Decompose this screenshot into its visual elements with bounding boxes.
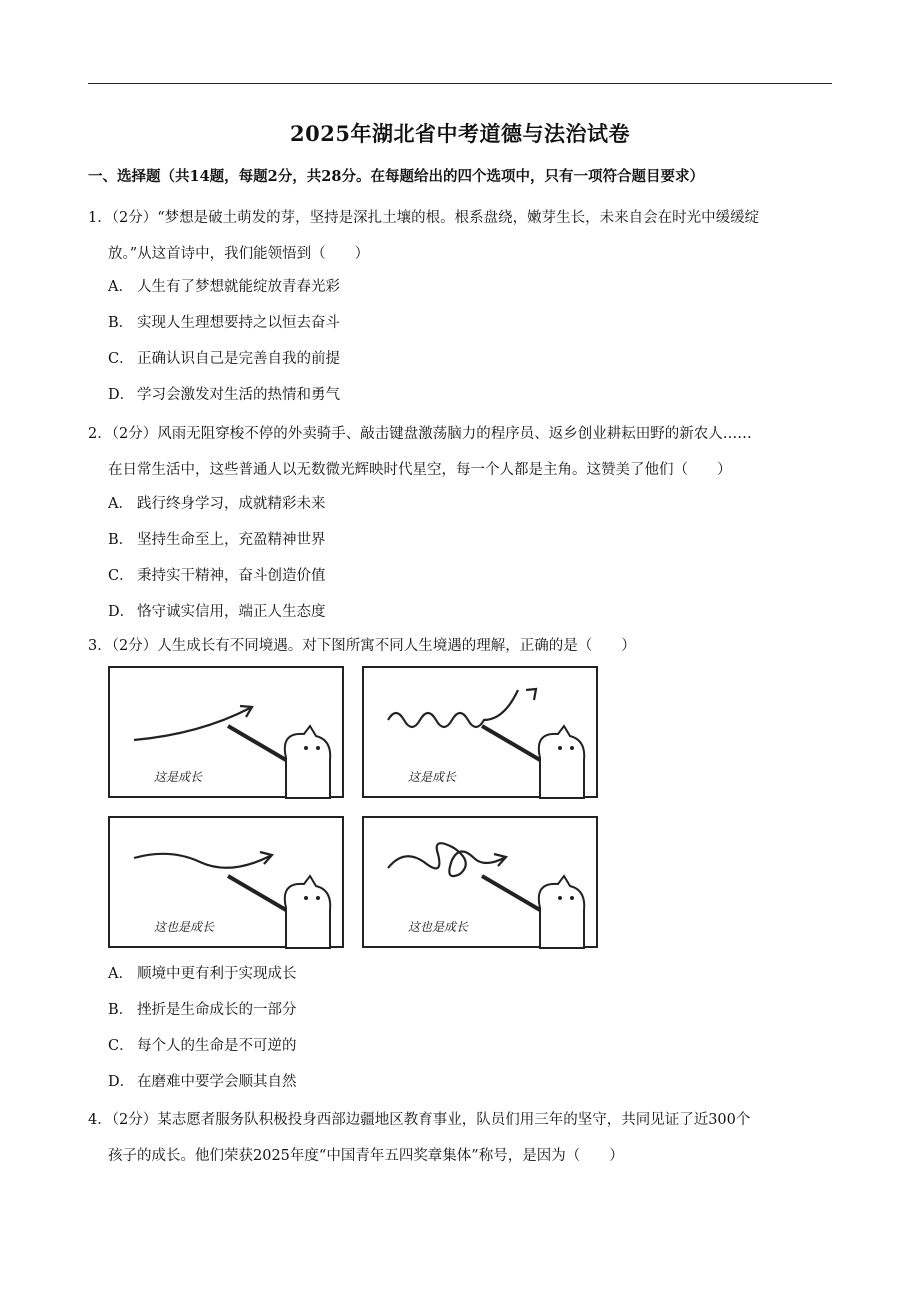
question-number: 2．: [88, 426, 112, 442]
panel-s-curve: [108, 816, 344, 948]
option-text: 恪守诚实信用，端正人生态度: [137, 604, 326, 620]
option-letter: B．: [108, 1002, 134, 1018]
option-text: 在磨难中要学会顺其自然: [137, 1074, 297, 1090]
question-number: 1．: [88, 210, 112, 226]
option-text: 每个人的生命是不可逆的: [137, 1038, 297, 1054]
question-4: [88, 1102, 840, 1174]
option-2d[interactable]: [108, 600, 326, 621]
option-letter: B．: [108, 532, 134, 548]
panel-caption: 这是成长: [408, 770, 457, 784]
question-1: [88, 200, 840, 272]
question-number: 3．: [88, 638, 112, 654]
option-1c[interactable]: [108, 347, 340, 368]
option-letter: C．: [108, 351, 134, 367]
option-text: 践行终身学习，成就精彩未来: [137, 496, 326, 512]
question-stem: （2分）人生成长有不同境遇。对下图所寓不同人生境遇的理解，正确的是（ ）: [111, 638, 636, 654]
question-3: [88, 628, 840, 664]
panel-caption: 这是成长: [154, 770, 203, 784]
growth-illustration: [108, 666, 600, 950]
question-stem-continued: 孩子的成长。他们荣获2025年度“中国青年五四奖章集体”称号，是因为（ ）: [108, 1148, 624, 1164]
panel-wavy-curve: [362, 666, 598, 798]
option-letter: A．: [108, 279, 133, 295]
option-3c[interactable]: [108, 1034, 297, 1055]
option-letter: B．: [108, 315, 134, 331]
panel-rising-curve: [108, 666, 344, 798]
option-letter: D．: [108, 604, 135, 620]
option-3a[interactable]: [108, 962, 297, 983]
question-stem: （2分）“梦想是破土萌发的芽，坚持是深扎土壤的根。根系盘绕，嫩芽生长，未来自会在时光中缓缓绽: [111, 210, 760, 226]
option-text: 学习会激发对生活的热情和勇气: [137, 387, 340, 403]
question-stem: （2分）某志愿者服务队积极投身西部边疆地区教育事业，队员们用三年的坚守，共同见证了近300个: [111, 1112, 751, 1128]
option-1a[interactable]: [108, 275, 340, 296]
option-letter: D．: [108, 387, 135, 403]
panel-caption: 这也是成长: [408, 920, 469, 934]
option-letter: C．: [108, 1038, 134, 1054]
option-3d[interactable]: [108, 1070, 297, 1091]
option-1b[interactable]: [108, 311, 340, 332]
document-title: 2025年湖北省中考道德与法治试卷: [290, 121, 630, 146]
option-1d[interactable]: [108, 383, 340, 404]
option-letter: C．: [108, 568, 134, 584]
option-2a[interactable]: [108, 492, 326, 513]
option-3b[interactable]: [108, 998, 297, 1019]
panel-tangled-curve: [362, 816, 598, 948]
question-number: 4．: [88, 1112, 112, 1128]
option-letter: A．: [108, 496, 133, 512]
option-2c[interactable]: [108, 564, 326, 585]
option-text: 坚持生命至上，充盈精神世界: [137, 532, 326, 548]
option-text: 正确认识自己是完善自我的前提: [137, 351, 340, 367]
section-heading: 一、选择题（共14题，每题2分，共28分。在每题给出的四个选项中，只有一项符合题目要求）: [88, 168, 704, 185]
question-2: [88, 416, 840, 488]
header-rule: [88, 83, 832, 84]
option-text: 人生有了梦想就能绽放青春光彩: [137, 279, 340, 295]
option-letter: A．: [108, 966, 133, 982]
question-stem: （2分）风雨无阻穿梭不停的外卖骑手、敲击键盘激荡脑力的程序员、返乡创业耕耘田野的新农人……: [111, 426, 752, 442]
question-stem-continued: 在日常生活中，这些普通人以无数微光辉映时代星空，每一个人都是主角。这赞美了他们（ ）: [108, 462, 732, 478]
option-text: 顺境中更有利于实现成长: [137, 966, 297, 982]
option-letter: D．: [108, 1074, 135, 1090]
option-text: 挫折是生命成长的一部分: [137, 1002, 297, 1018]
option-text: 秉持实干精神，奋斗创造价值: [137, 568, 326, 584]
panel-caption: 这也是成长: [154, 920, 215, 934]
question-stem-continued: 放。”从这首诗中，我们能领悟到（ ）: [108, 246, 370, 262]
option-text: 实现人生理想要持之以恒去奋斗: [137, 315, 340, 331]
option-2b[interactable]: [108, 528, 326, 549]
